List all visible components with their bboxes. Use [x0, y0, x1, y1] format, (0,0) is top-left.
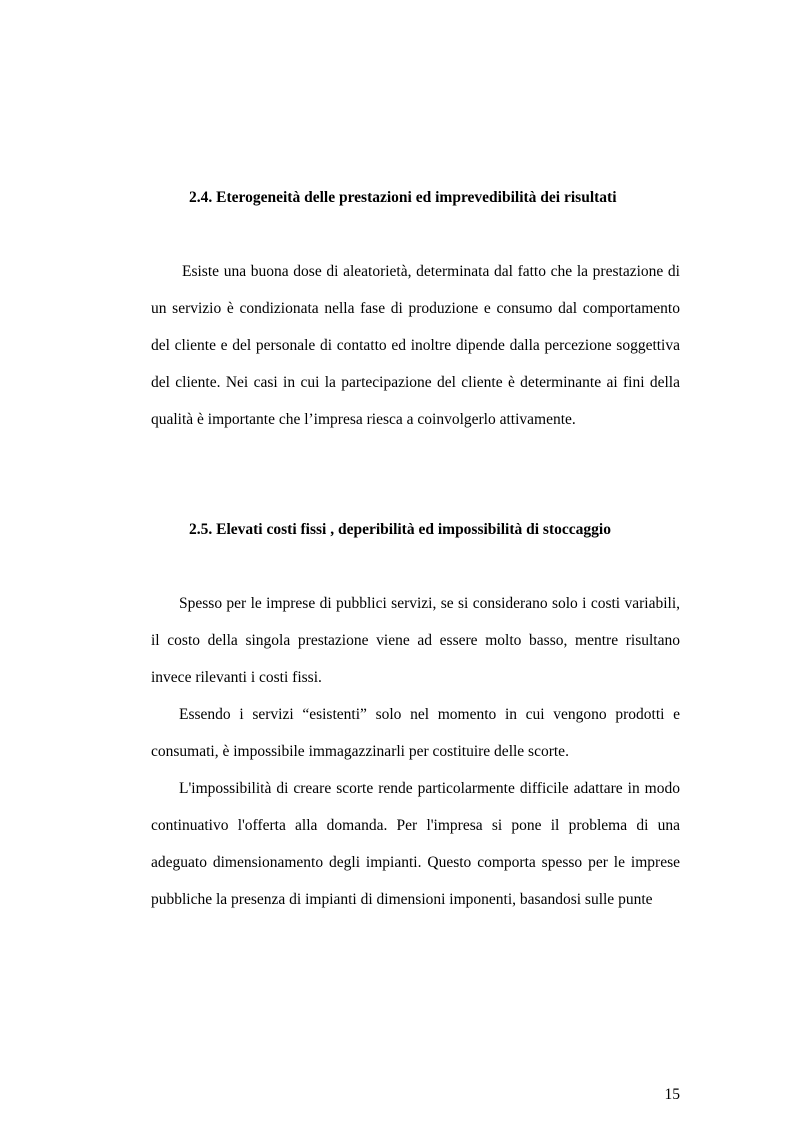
paragraph-aleatorieta: Esiste una buona dose di aleatorietà, determinata dal fatto che la prestazione di un servizio è condizionata nella fase di produzione e consumo dal comportamento del cliente e del personale di contatto ed inoltre dipende dalla percezione soggettiva del cliente. Nei casi in cui la partecipazione del cliente è determinante ai fini della qualità è importante che l’impresa riesca a coinvolgerlo attivamente. — [151, 263, 680, 428]
section-heading-2-5: 2.5. Elevati costi fissi , deperibilità ed impossibilità di stoccaggio — [189, 521, 611, 538]
paragraph-servizi-esistenti: Essendo i servizi “esistenti” solo nel momento in cui vengono prodotti e consumati, è impossibile immagazzinarli per costituire delle scorte. — [151, 706, 680, 760]
paragraph-costi-fissi: Spesso per le imprese di pubblici servizi, se si considerano solo i costi variabili, il costo della singola prestazione viene ad essere molto basso, mentre risultano invece rilevanti i costi fissi. — [151, 595, 680, 686]
page-number: 15 — [664, 1086, 680, 1103]
paragraph-impossibilita-scorte: L'impossibilità di creare scorte rende particolarmente difficile adattare in modo continuativo l'offerta alla domanda. Per l'impresa si pone il problema di una adeguato dimensionamento degli impianti. Questo comporta spesso per le imprese pubbliche la presenza di impianti di dimensioni imponenti, basandosi sulle punte — [151, 780, 680, 908]
section-heading-2-4: 2.4. Eterogeneità delle prestazioni ed imprevedibilità dei risultati — [189, 189, 617, 206]
